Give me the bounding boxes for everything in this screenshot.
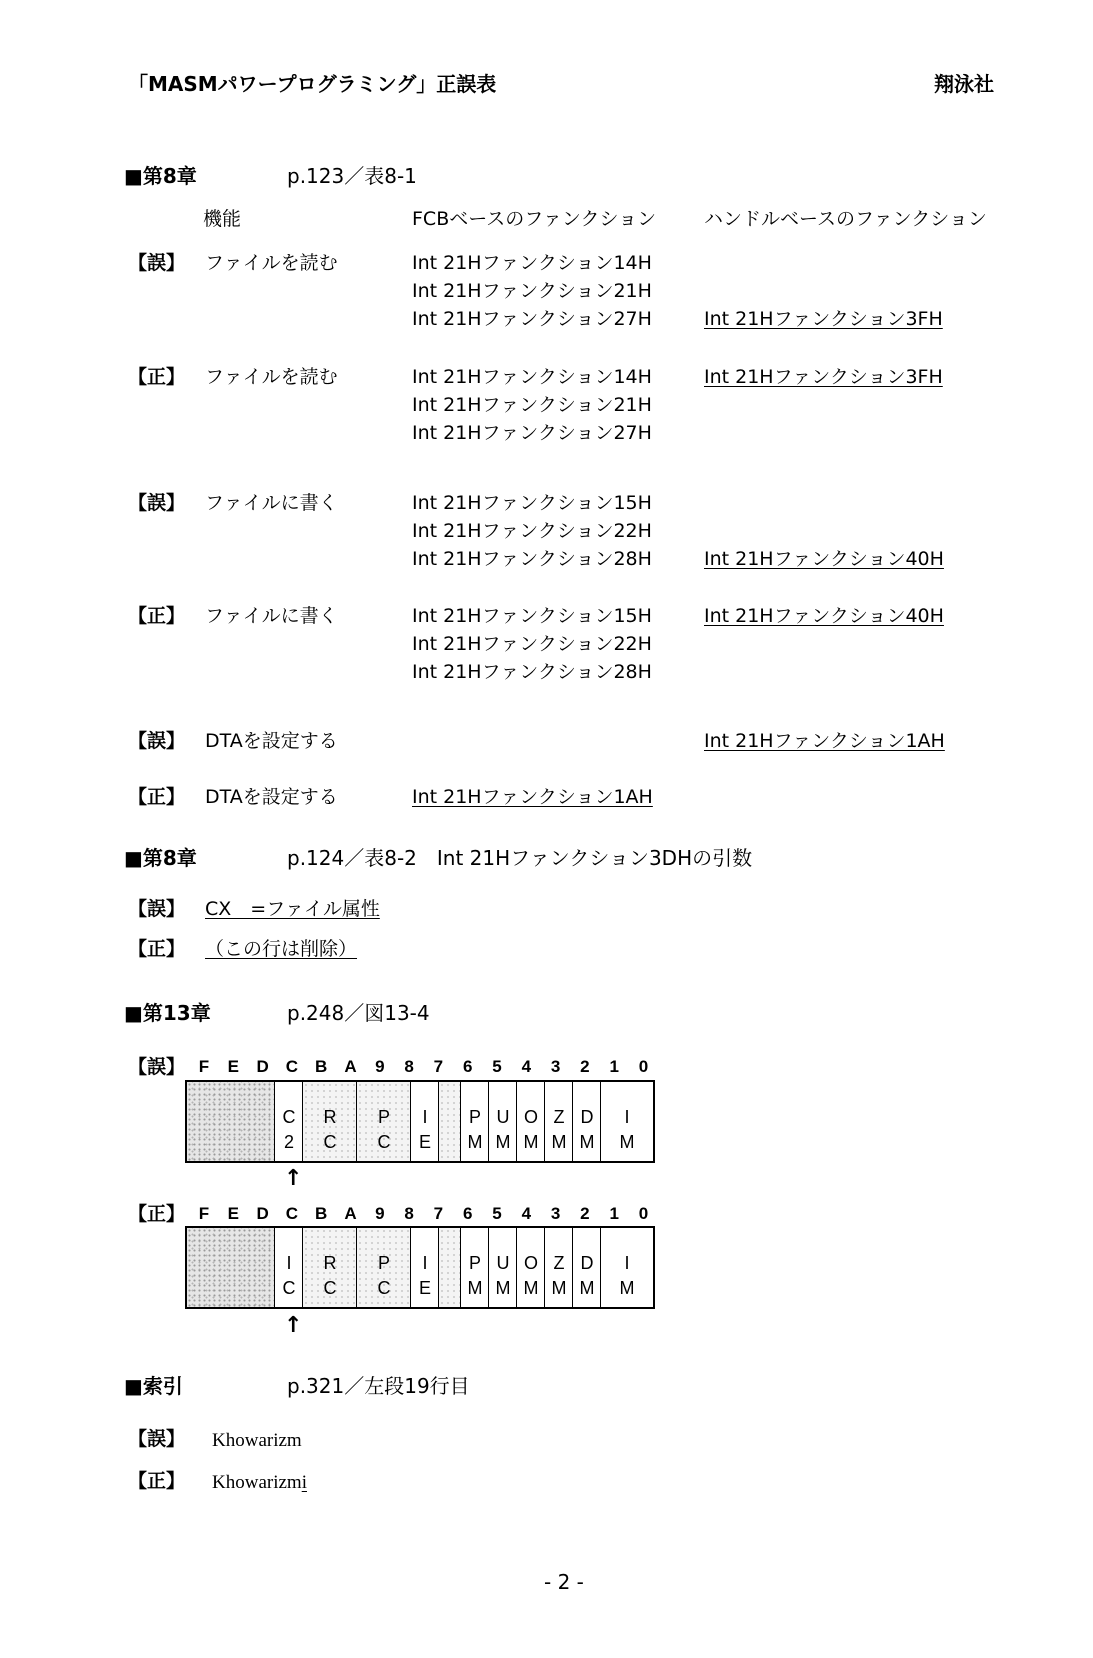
fcb-function: Int 21Hファンクション22H bbox=[412, 520, 652, 542]
bit-number: A bbox=[344, 1057, 357, 1076]
flag-field bbox=[573, 1082, 601, 1161]
flag-register-wrong bbox=[185, 1080, 655, 1163]
function-name: ファイルを読む bbox=[205, 366, 338, 388]
flag-field bbox=[517, 1082, 545, 1161]
erratum-label: 【誤】 bbox=[128, 1428, 186, 1450]
flag-field-label: P bbox=[377, 1253, 390, 1273]
bit-number: 0 bbox=[638, 1057, 649, 1076]
reserved-bits bbox=[439, 1082, 461, 1161]
up-arrow-icon: ↑ bbox=[284, 1313, 303, 1338]
bit-number: C bbox=[285, 1204, 299, 1223]
erratum-label: 【誤】 bbox=[128, 730, 186, 752]
bit-number: D bbox=[256, 1057, 269, 1076]
flag-field-label: M bbox=[523, 1278, 539, 1298]
reserved-bits bbox=[187, 1082, 275, 1161]
flag-field-label: D bbox=[580, 1253, 594, 1273]
flag-field-label: E bbox=[418, 1278, 431, 1298]
bit-number-row bbox=[190, 1057, 670, 1077]
wrong-text: Khowarizm bbox=[212, 1430, 302, 1451]
flag-field-label: M bbox=[619, 1132, 635, 1152]
erratum-label: 【正】 bbox=[128, 1470, 186, 1492]
flag-field bbox=[275, 1082, 303, 1161]
handle-function: Int 21Hファンクション1AH bbox=[704, 730, 945, 752]
flag-field-label: M bbox=[551, 1278, 567, 1298]
function-name: DTAを設定する bbox=[205, 730, 338, 752]
bit-number: 9 bbox=[375, 1057, 385, 1076]
bit-number: B bbox=[315, 1057, 328, 1076]
bit-number: 7 bbox=[433, 1204, 444, 1223]
fcb-function: Int 21Hファンクション14H bbox=[412, 252, 652, 274]
bit-number: 2 bbox=[580, 1057, 590, 1076]
flag-field-label: U bbox=[496, 1107, 510, 1127]
flag-field bbox=[357, 1228, 411, 1307]
bit-number: 2 bbox=[580, 1204, 590, 1223]
column-header-fcb: FCBベースのファンクション bbox=[412, 208, 657, 230]
flag-field-label: C bbox=[323, 1132, 337, 1152]
bit-number: 8 bbox=[404, 1057, 414, 1076]
flag-field-label: M bbox=[579, 1278, 595, 1298]
erratum-label: 【正】 bbox=[128, 366, 186, 388]
section-heading: ■第13章 bbox=[124, 1001, 211, 1025]
bit-number: F bbox=[198, 1057, 210, 1076]
flag-field-label: I bbox=[624, 1253, 630, 1273]
bit-number: 6 bbox=[462, 1057, 473, 1076]
bit-number: 5 bbox=[492, 1204, 502, 1223]
bit-number: B bbox=[315, 1204, 328, 1223]
function-name: ファイルを読む bbox=[205, 252, 338, 274]
flag-field-label: O bbox=[523, 1253, 538, 1273]
bit-number: 1 bbox=[609, 1057, 619, 1076]
fcb-function: Int 21Hファンクション27H bbox=[412, 422, 652, 444]
erratum-label: 【正】 bbox=[128, 938, 186, 960]
function-name: ファイルに書く bbox=[205, 492, 338, 514]
flag-field bbox=[545, 1228, 573, 1307]
erratum-label: 【正】 bbox=[128, 605, 186, 627]
flag-field-label: O bbox=[523, 1107, 538, 1127]
correct-text-insertion: i bbox=[301, 1472, 307, 1493]
function-name: ファイルに書く bbox=[205, 605, 338, 627]
section-reference: p.124／表8-2 Int 21Hファンクション3DHの引数 bbox=[287, 846, 753, 870]
flag-field-label: I bbox=[422, 1107, 428, 1127]
function-name: DTAを設定する bbox=[205, 786, 338, 808]
column-header-function: 機能 bbox=[203, 208, 242, 230]
flag-field-label: M bbox=[467, 1132, 483, 1152]
bit-number: F bbox=[198, 1204, 210, 1223]
bit-number: E bbox=[227, 1204, 239, 1223]
flag-field bbox=[303, 1082, 357, 1161]
flag-field-label: C bbox=[282, 1107, 296, 1127]
bit-number: 4 bbox=[521, 1204, 532, 1223]
flag-field bbox=[357, 1082, 411, 1161]
flag-field-label: C bbox=[282, 1278, 296, 1298]
document-title: 「MASMパワープログラミング」正誤表 bbox=[128, 72, 497, 96]
section-reference: p.123／表8-1 bbox=[287, 164, 417, 188]
flag-field-label: R bbox=[323, 1107, 337, 1127]
section-heading: ■第8章 bbox=[124, 846, 197, 870]
flag-field bbox=[489, 1228, 517, 1307]
correct-text-prefix: Khowarizm bbox=[212, 1472, 302, 1493]
section-heading: ■第8章 bbox=[124, 164, 197, 188]
flag-field bbox=[601, 1228, 653, 1307]
flag-field-label: D bbox=[580, 1107, 594, 1127]
bit-number: 1 bbox=[609, 1204, 619, 1223]
fcb-function: Int 21Hファンクション22H bbox=[412, 633, 652, 655]
erratum-label: 【誤】 bbox=[128, 252, 186, 274]
page-number: - 2 - bbox=[544, 1570, 584, 1594]
section-heading: ■索引 bbox=[124, 1374, 183, 1398]
bit-number: D bbox=[256, 1204, 269, 1223]
handle-function: Int 21Hファンクション40H bbox=[704, 605, 944, 627]
bit-number: 6 bbox=[462, 1204, 473, 1223]
wrong-text: CX =ファイル属性 bbox=[205, 898, 380, 920]
flag-field-label: Z bbox=[553, 1253, 565, 1273]
flag-field-label: P bbox=[468, 1107, 481, 1127]
section-reference: p.248／図13-4 bbox=[287, 1001, 430, 1025]
flag-register-correct bbox=[185, 1226, 655, 1309]
flag-field-label: Z bbox=[553, 1107, 565, 1127]
bit-number: E bbox=[227, 1057, 239, 1076]
fcb-function: Int 21Hファンクション1AH bbox=[412, 786, 653, 808]
fcb-function: Int 21Hファンクション15H bbox=[412, 605, 652, 627]
bit-number: 7 bbox=[433, 1057, 444, 1076]
handle-function: Int 21Hファンクション3FH bbox=[704, 366, 943, 388]
flag-field-label: I bbox=[422, 1253, 428, 1273]
bit-number: A bbox=[344, 1204, 357, 1223]
flag-field-label: I bbox=[624, 1107, 630, 1127]
flag-field bbox=[601, 1082, 653, 1161]
reserved-bits bbox=[187, 1228, 275, 1307]
bit-number: 4 bbox=[521, 1057, 532, 1076]
fcb-function: Int 21Hファンクション15H bbox=[412, 492, 652, 514]
erratum-label: 【正】 bbox=[128, 786, 186, 808]
flag-field bbox=[573, 1228, 601, 1307]
flag-field-label: R bbox=[323, 1253, 337, 1273]
flag-field bbox=[461, 1082, 489, 1161]
bit-number-row bbox=[190, 1204, 670, 1224]
bit-number: 8 bbox=[404, 1204, 414, 1223]
flag-field bbox=[489, 1082, 517, 1161]
handle-function: Int 21Hファンクション3FH bbox=[704, 308, 943, 330]
flag-field-label: P bbox=[377, 1107, 390, 1127]
erratum-label: 【正】 bbox=[128, 1203, 186, 1225]
flag-field-label: M bbox=[579, 1132, 595, 1152]
correct-text: （この行は削除） bbox=[205, 938, 358, 960]
flag-field bbox=[411, 1082, 439, 1161]
flag-field-label: M bbox=[619, 1278, 635, 1298]
fcb-function: Int 21Hファンクション28H bbox=[412, 548, 652, 570]
flag-field bbox=[303, 1228, 357, 1307]
flag-field bbox=[517, 1228, 545, 1307]
publisher-name: 翔泳社 bbox=[934, 72, 994, 96]
fcb-function: Int 21Hファンクション21H bbox=[412, 280, 652, 302]
flag-field bbox=[461, 1228, 489, 1307]
flag-field-label: M bbox=[495, 1278, 511, 1298]
flag-field bbox=[275, 1228, 303, 1307]
handle-function: Int 21Hファンクション40H bbox=[704, 548, 944, 570]
flag-field-label: C bbox=[377, 1132, 391, 1152]
flag-field bbox=[545, 1082, 573, 1161]
flag-field-label: M bbox=[495, 1132, 511, 1152]
flag-field-label: M bbox=[523, 1132, 539, 1152]
bit-number: C bbox=[285, 1057, 299, 1076]
flag-field bbox=[411, 1228, 439, 1307]
flag-field-label: C bbox=[377, 1278, 391, 1298]
bit-number: 3 bbox=[550, 1204, 561, 1223]
flag-field-label: C bbox=[323, 1278, 337, 1298]
fcb-function: Int 21Hファンクション14H bbox=[412, 366, 652, 388]
correct-text bbox=[212, 1473, 307, 1492]
erratum-label: 【誤】 bbox=[128, 898, 186, 920]
section-reference: p.321／左段19行目 bbox=[287, 1374, 470, 1398]
fcb-function: Int 21Hファンクション28H bbox=[412, 661, 652, 683]
flag-field-label: 2 bbox=[283, 1132, 294, 1152]
up-arrow-icon: ↑ bbox=[284, 1166, 303, 1191]
flag-field-label: E bbox=[418, 1132, 431, 1152]
flag-field-label: I bbox=[286, 1253, 292, 1273]
flag-field-label: M bbox=[551, 1132, 567, 1152]
reserved-bits bbox=[439, 1228, 461, 1307]
bit-number: 3 bbox=[550, 1057, 561, 1076]
flag-field-label: M bbox=[467, 1278, 483, 1298]
column-header-handle: ハンドルベースのファンクション bbox=[704, 208, 987, 230]
flag-field-label: U bbox=[496, 1253, 510, 1273]
bit-number: 5 bbox=[492, 1057, 502, 1076]
erratum-label: 【誤】 bbox=[128, 492, 186, 514]
flag-field-label: P bbox=[468, 1253, 481, 1273]
fcb-function: Int 21Hファンクション21H bbox=[412, 394, 652, 416]
bit-number: 9 bbox=[375, 1204, 385, 1223]
fcb-function: Int 21Hファンクション27H bbox=[412, 308, 652, 330]
erratum-label: 【誤】 bbox=[128, 1056, 186, 1078]
bit-number: 0 bbox=[638, 1204, 649, 1223]
